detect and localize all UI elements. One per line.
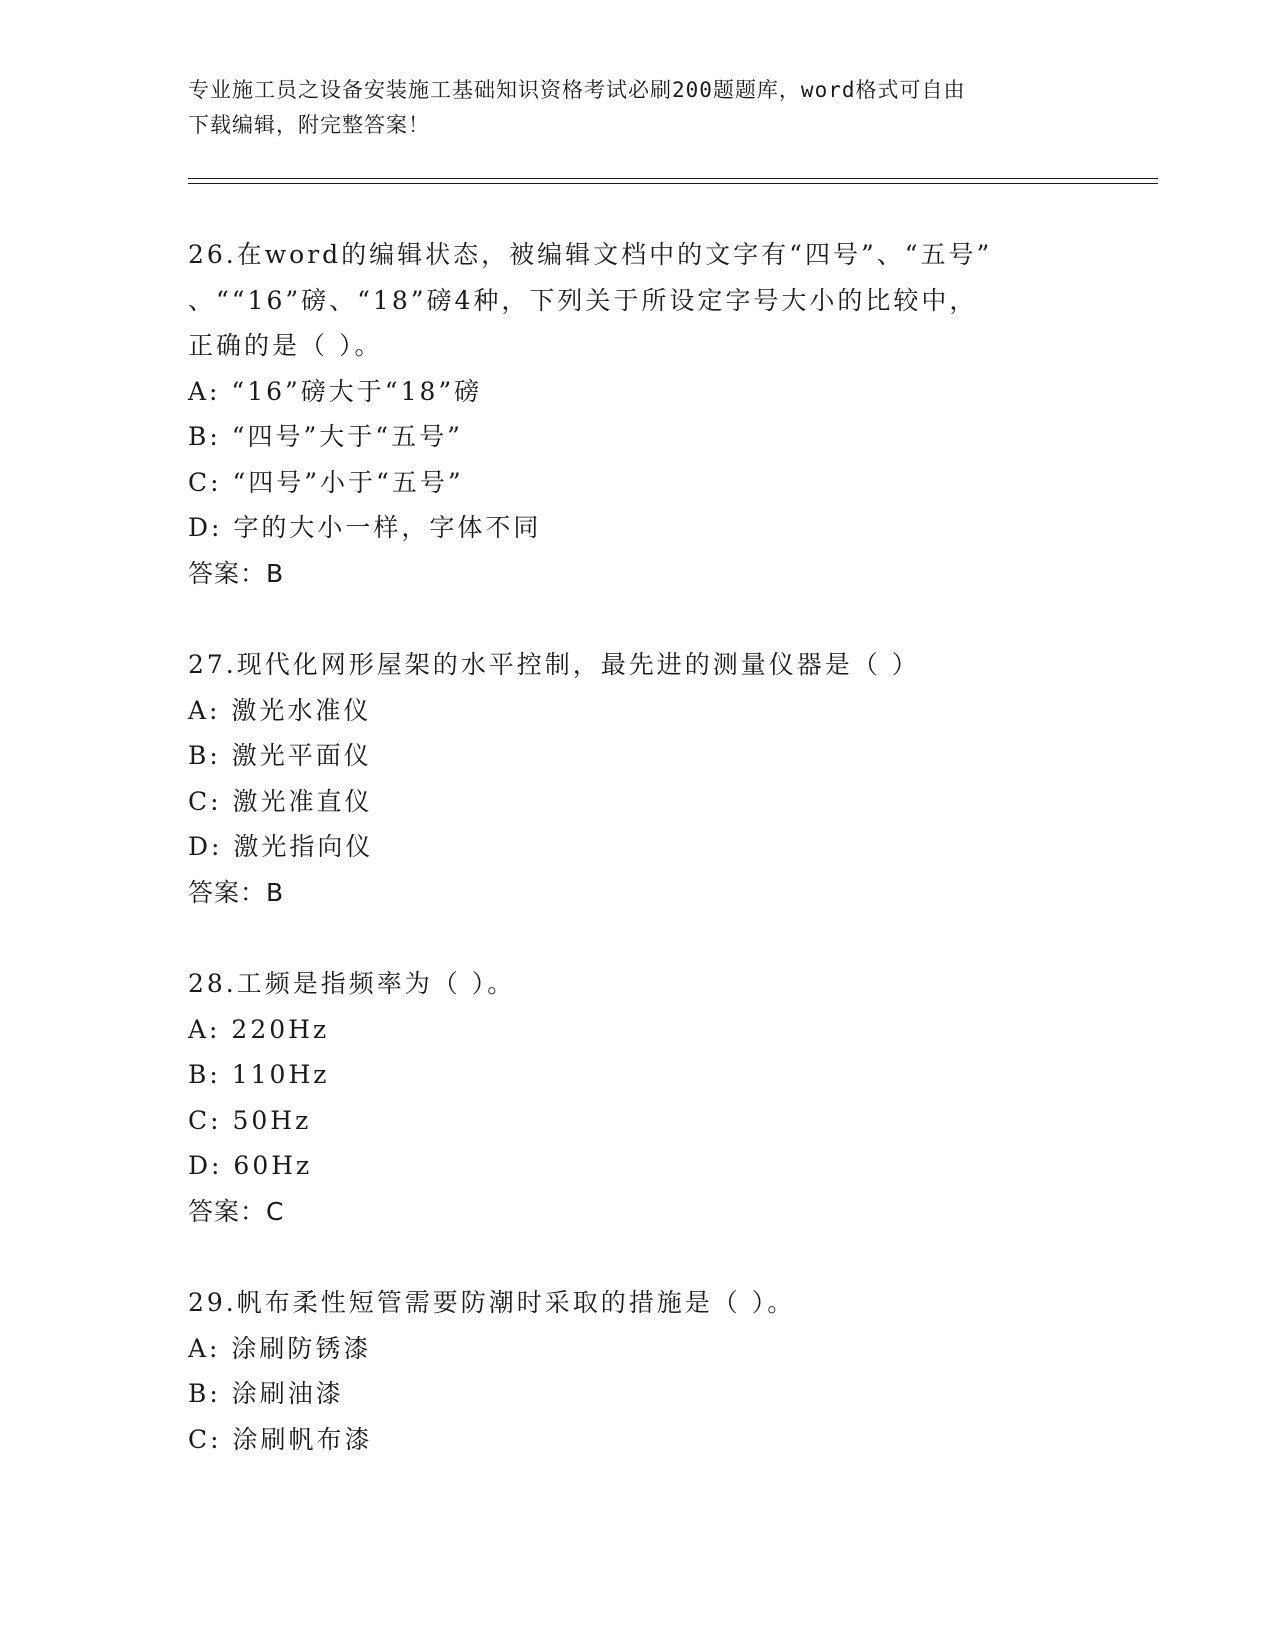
question-stem: 正确的是（ ）。	[188, 331, 383, 360]
option-b: B: 110Hz	[188, 1060, 330, 1089]
question-29	[188, 1280, 1158, 1462]
option-a: A: “16”磅大于“18”磅	[188, 376, 483, 406]
question-stem: 、““16”磅、“18”磅4种，下列关于所设定字号大小的比较中，	[188, 285, 978, 315]
option-c: C: 激光准直仪	[188, 786, 373, 816]
question-stem: 26.在word的编辑状态，被编辑文档中的文字有“四号”、“五号”	[188, 240, 993, 269]
option-a: A: 220Hz	[188, 1014, 330, 1044]
question-27	[188, 642, 1158, 915]
header-line-1: 专业施工员之设备安装施工基础知识资格考试必刷200题题库，word格式可自由	[188, 78, 966, 102]
option-b: B: 激光平面仪	[188, 741, 372, 770]
option-d: D: 字的大小一样，字体不同	[188, 513, 542, 542]
question-28	[188, 961, 1158, 1234]
option-b: B: 涂刷油漆	[188, 1379, 344, 1408]
answer-text: 答案：B	[188, 558, 285, 588]
question-stem: 29.帆布柔性短管需要防潮时采取的措施是（ ）。	[188, 1288, 796, 1317]
answer-text: 答案：B	[188, 877, 285, 907]
document-header	[188, 73, 966, 143]
header-line-2: 下载编辑，附完整答案！	[188, 113, 430, 137]
question-26	[188, 232, 1158, 596]
answer-text: 答案：C	[188, 1196, 285, 1226]
option-d: D: 激光指向仪	[188, 832, 374, 861]
option-c: C: “四号”小于“五号”	[188, 467, 464, 497]
header-divider	[188, 178, 1158, 184]
option-a: A: 激光水准仪	[188, 695, 372, 725]
option-d: D: 60Hz	[188, 1151, 313, 1180]
option-a: A: 涂刷防锈漆	[188, 1333, 372, 1363]
option-c: C: 50Hz	[188, 1105, 312, 1135]
option-b: B: “四号”大于“五号”	[188, 422, 463, 451]
option-c: C: 涂刷帆布漆	[188, 1424, 373, 1454]
question-stem: 27.现代化网形屋架的水平控制，最先进的测量仪器是（ ）	[188, 650, 920, 679]
question-stem: 28.工频是指频率为（ ）。	[188, 969, 516, 998]
question-list	[188, 232, 1158, 1508]
